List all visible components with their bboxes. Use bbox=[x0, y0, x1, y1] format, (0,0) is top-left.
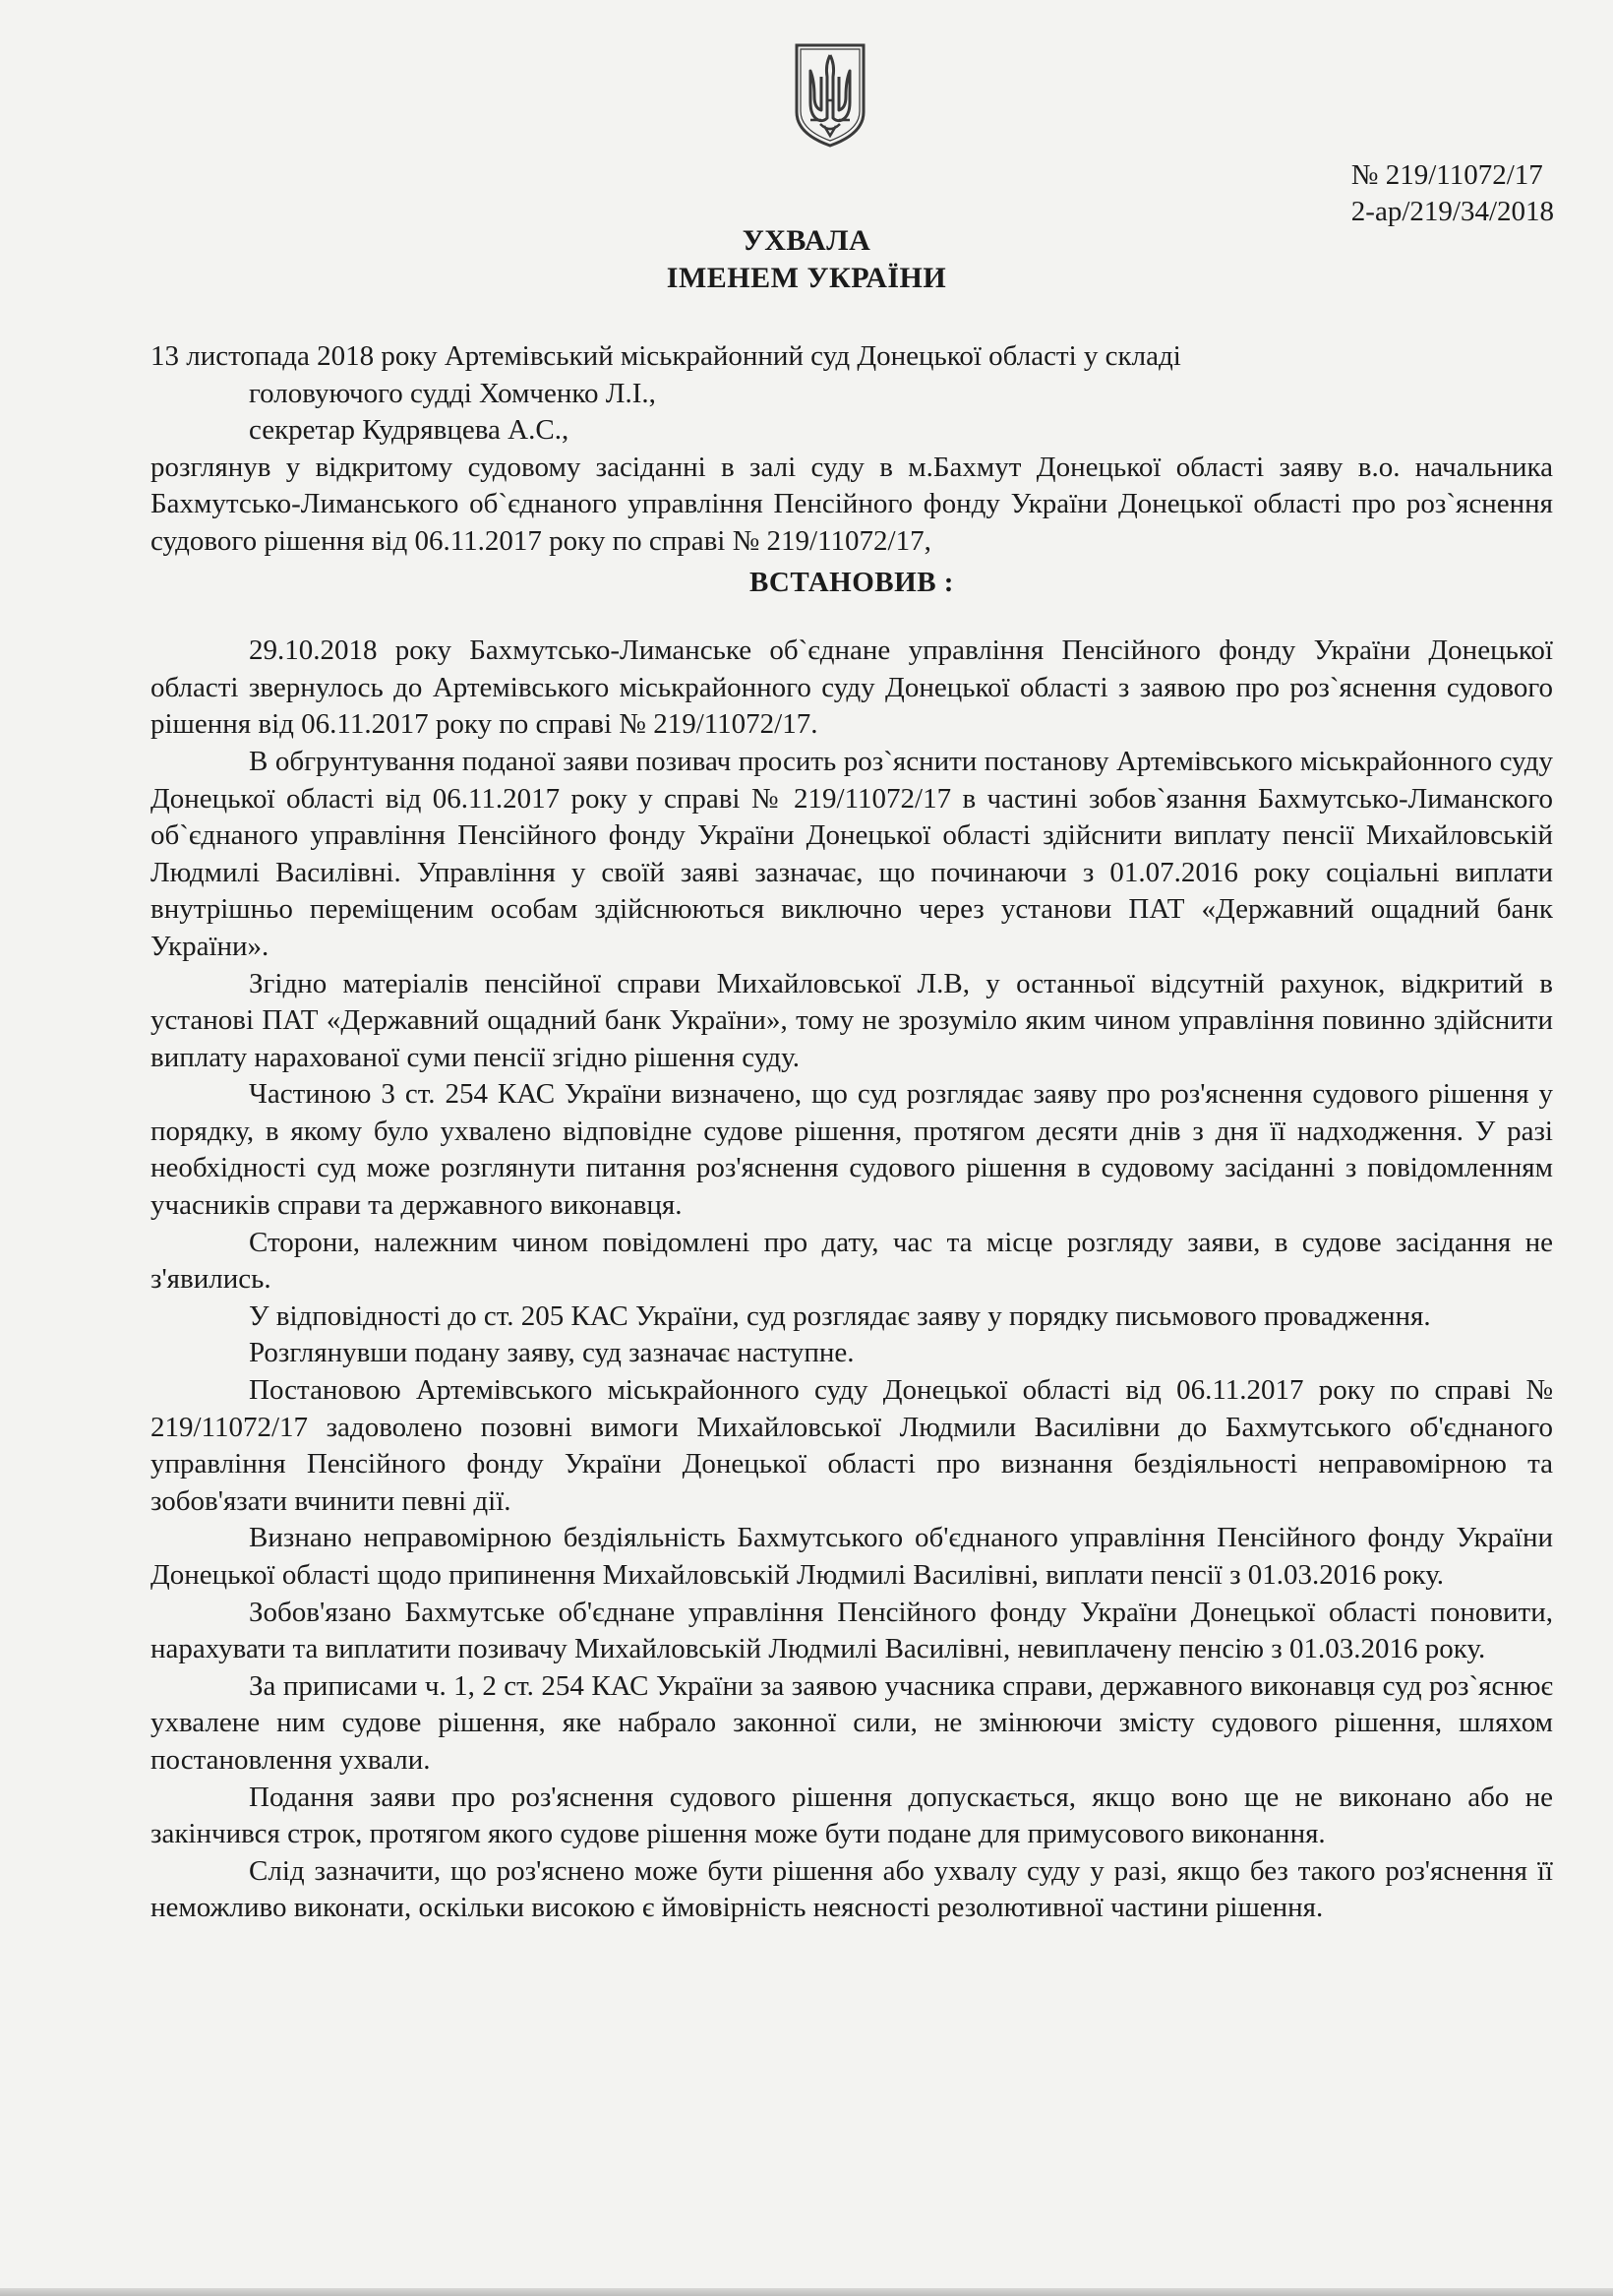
proceeding-number: 2-ap/219/34/2018 bbox=[1350, 196, 1554, 227]
section-heading: ВСТАНОВИВ : bbox=[749, 566, 954, 598]
scan-edge bbox=[0, 2288, 1613, 2296]
paragraph: Постановою Артемівського міськрайонного суду Донецької області від 06.11.2017 року по справі № 219/11072/17 задоволено позовні вимоги Михайловської Людмили Василівни до Бахмутського об'єднаного управління Пенсійного фонду України Донецької області про визнання бездіяльності неправомірною та зобов'язати вчинити певні дії. bbox=[150, 1374, 1553, 1517]
intro-body: розглянув у відкритому судовому засіданні в залі суду в м.Бахмут Донецької області заяву в.о. начальника Бахмутсько-Лиманського об`єднаного управління Пенсійного фонду України Донецької області про роз`яснення судового рішення від 06.11.2017 року по справі № 219/11072/17, bbox=[150, 451, 1553, 557]
paragraph: Слід зазначити, що роз'яснено може бути рішення або ухвалу суду у разі, якщо без такого роз'яснення її неможливо виконати, оскільки високою є ймовірність неясності резолютивної частини рішення. bbox=[150, 1854, 1553, 1924]
document-title-block bbox=[0, 222, 1613, 297]
paragraph: Сторони, належним чином повідомлені про дату, час та місце розгляду заяви, в судове засідання не з'явились. bbox=[150, 1226, 1553, 1296]
paragraph: 29.10.2018 року Бахмутсько-Лиманське об`єднане управління Пенсійного фонду України Донецької області звернулось до Артемівського міськрайонного суду Донецької області з заявою про роз`яснення судового рішення від 06.11.2017 року по справі № 219/11072/17. bbox=[150, 634, 1553, 741]
intro-secretary-line: секретар Кудрявцева А.С., bbox=[249, 414, 569, 447]
paragraph: Розглянувши подану заяву, суд зазначає наступне. bbox=[249, 1337, 855, 1369]
paragraph: Згідно матеріалів пенсійної справи Михайловської Л.В, у останньої відсутній рахунок, відкритий в установі ПАТ «Державний ощадний банк України», тому не зрозуміло яким чином управління повинно здійснити виплату нарахованої суми пенсії згідно рішення суду. bbox=[150, 967, 1553, 1073]
paragraph: Зобов'язано Бахмутське об'єднане управління Пенсійного фонду України Донецької області поновити, нарахувати та виплатити позивачу Михайловській Людмилі Василівні, невиплачену пенсію з 01.03.2016 року. bbox=[150, 1596, 1553, 1665]
intro-court-line: 13 листопада 2018 року Артемівський міськрайонний суд Донецької області у складі bbox=[150, 340, 1181, 372]
paragraph: Подання заяви про роз'яснення судового рішення допускається, якщо воно ще не виконано або не закінчився строк, протягом якого судове рішення може бути подане для примусового виконання. bbox=[150, 1781, 1553, 1850]
paragraph: Визнано неправомірною бездіяльність Бахмутського об'єднаного управління Пенсійного фонду України Донецької області щодо припинення Михайловській Людмилі Василівні, виплати пенсії з 01.03.2016 року. bbox=[150, 1522, 1553, 1591]
intro-judge-line: головуючого судді Хомченко Л.І., bbox=[249, 377, 656, 409]
paragraph: В обгрунтування поданої заяви позивач просить роз`яснити постанову Артемівського міськрайонного суду Донецької області від 06.11.2017 року у справі № 219/11072/17 в частині зобов`язання Бахмутсько-Лиманского об`єднаного управління Пенсійного фонду України Донецької області здійснити виплату пенсії Михайловській Людмилі Василівні. Управління у своїй заяві зазначає, що починаючи з 01.07.2016 року соціальні виплати внутрішньо переміщеним особам здійснюються виключно через установи ПАТ «Державний ощадний банк України». bbox=[150, 745, 1553, 962]
paragraph: Частиною 3 ст. 254 КАС України визначено, що суд розглядає заяву про роз'яснення судового рішення у порядку, в якому було ухвалено відповідне судове рішення, протягом десяти днів з дня її надходження. У разі необхідності суд може розглянути питання роз'яснення судового рішення в судовому засіданні з повідомленням учасників справи та державного виконавця. bbox=[150, 1078, 1553, 1222]
paragraph: У відповідності до ст. 205 КАС України, суд розглядає заяву у порядку письмового провадження. bbox=[249, 1299, 1431, 1332]
document-title: УХВАЛА bbox=[742, 224, 871, 257]
document-subtitle: ІМЕНЕМ УКРАЇНИ bbox=[666, 262, 947, 294]
paragraph: За приписами ч. 1, 2 ст. 254 КАС України за заявою учасника справи, державного виконавця суд роз`яснює ухвалене ним судове рішення, яке набрало законної сили, не змінюючи змісту судового рішення, шляхом постановлення ухвали. bbox=[150, 1669, 1553, 1776]
case-numbers bbox=[1351, 157, 1554, 230]
case-number: № 219/11072/17 bbox=[1350, 159, 1543, 191]
trident-coat-of-arms-icon bbox=[791, 41, 869, 150]
document-body bbox=[150, 338, 1553, 1927]
